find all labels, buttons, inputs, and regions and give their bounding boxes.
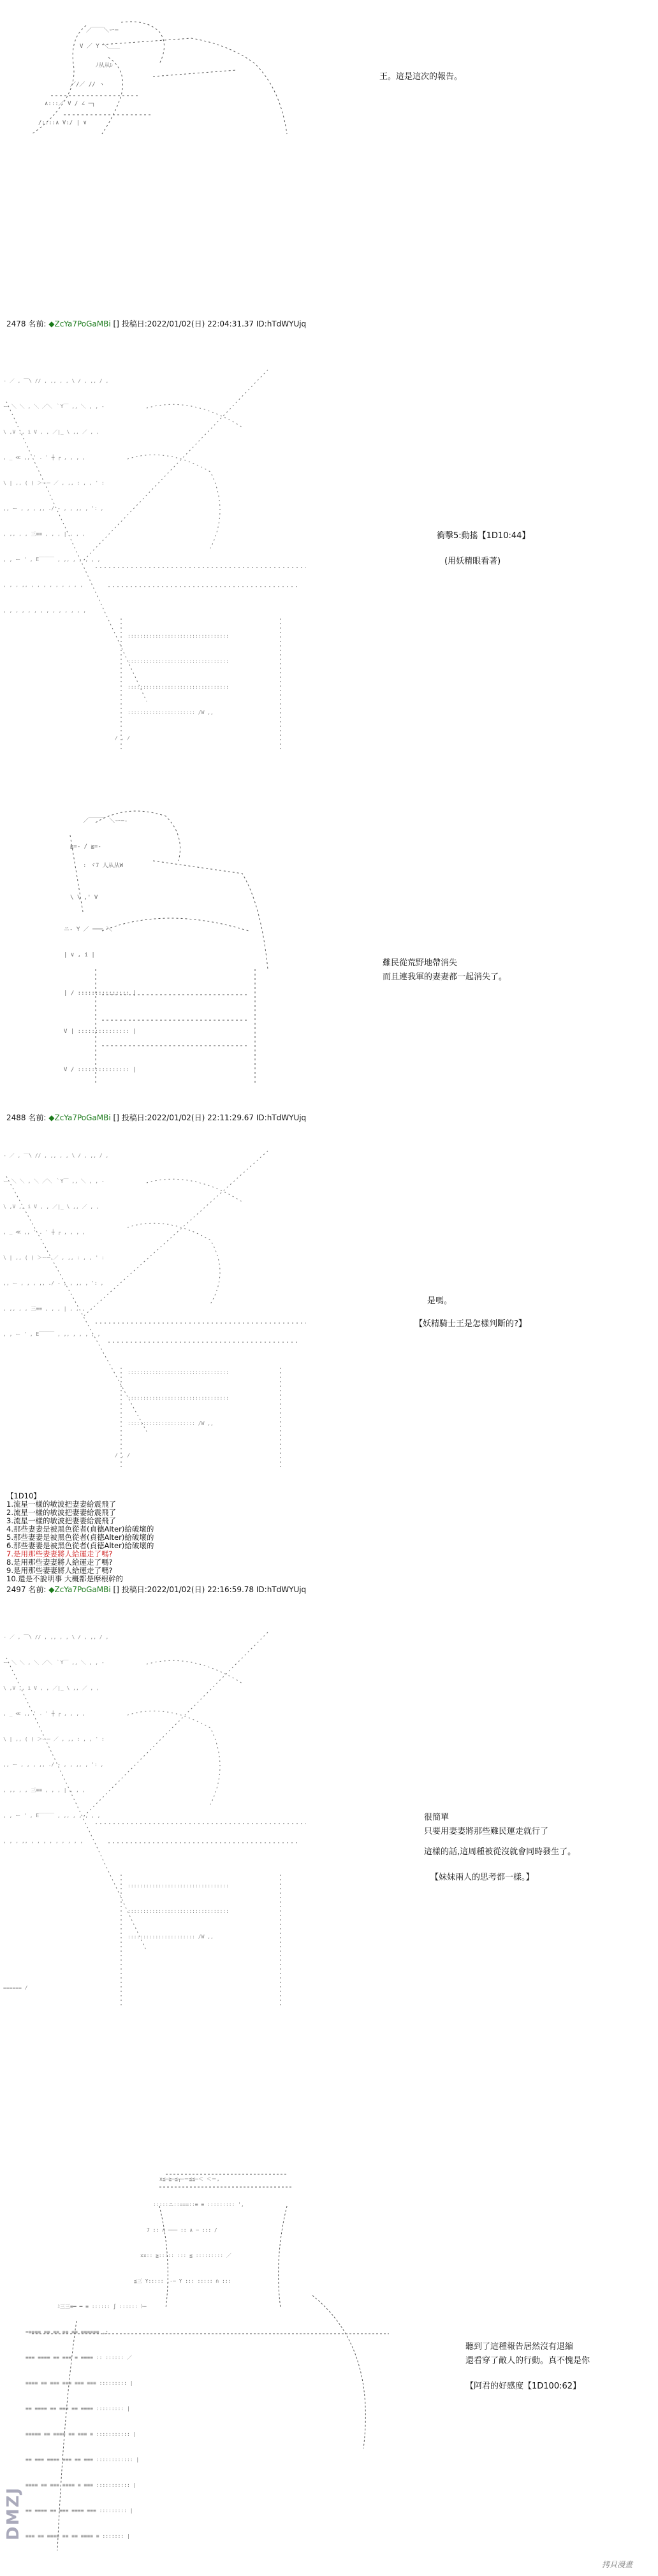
dialog-box	[383, 956, 507, 984]
svg-text:,, ー , , , ,, ./ - , ,: ,, ー , , , ,, ./ - , , ,, , ': ,	[3, 506, 104, 511]
svg-text:≡≡≡≡≡ ≡≡ ≡≡≡≡ ≡≡ ≡≡≡ ≡ :::::::: ≡≡≡≡≡ ≡≡ ≡≡≡≡ ≡≡ ≡≡≡ ≡ ::::::::::: |	[26, 2431, 136, 2437]
roll-option: 5.那些妻妻是被黑色從者(貞德Alter)給破壞的	[6, 1533, 154, 1542]
svg-text:ﾐ三三≡━ ━ ≡ :::::: ∫ :::::: ﾄ─: ﾐ三三≡━ ━ ≡ :::::: ∫ :::::: ﾄ─	[57, 2304, 147, 2309]
svg-text:::::::::::::::::::::::::::::::: :::::::::::::::::::::::::::::::::	[128, 1908, 229, 1914]
svg-text:/::::∧ V:/ | ∨: /::::∧ V:/ | ∨	[38, 120, 87, 126]
post-header	[6, 1584, 306, 1595]
ascii-art-figure-3	[19, 2168, 402, 2563]
post-meta: [] 投稿日:2022/01/02(日) 22:11:29.67 ID:hTdWYUjq	[113, 1113, 307, 1122]
svg-text:, , ー ' , E￣￣￣ , ,, , , ,: , , ー ' , E￣￣￣ , ,, , , , , ,	[3, 557, 101, 562]
ascii-art-knight-1	[0, 344, 344, 759]
ascii-art-drawing	[0, 1607, 344, 2015]
svg-text:ﾉ从从ﾚ: ﾉ从从ﾚ	[96, 62, 113, 69]
post-number: 2488	[6, 1113, 26, 1122]
svg-text::::::::::::::::::::::: /W ,,: :::::::::::::::::::::: /W ,,	[128, 710, 214, 715]
svg-text:／￣￣＼ー─: ／￣￣＼ー─	[86, 27, 119, 34]
svg-text:, _ ≪ ,, ' . ' ┼ ┌ ,: , _ ≪ ,, ' . ' ┼ ┌ , , , ,	[3, 1229, 85, 1235]
ascii-art-knight-3	[0, 1607, 344, 2015]
svg-text:=≡≡≡≡ ≡≡ ≡≡ ≡≡ ≡≡ ≡≡≡≡≡≡ ,:: =≡≡≡≡ ≡≡ ≡≡ ≡≡ ≡≡ ≡≡≡≡≡≡ ,:	[26, 2329, 109, 2335]
svg-text:::::::::::::::::::::::::::::::: :::::::::::::::::::::::::::::::::	[128, 659, 229, 664]
dice-roll-list	[6, 1492, 154, 1583]
side-watermark: DMZJ	[4, 2487, 23, 2540]
dialog-line: 聽到了這種報告居然沒有退縮	[465, 2342, 574, 2352]
svg-text:\ ,V ,, i V , , ／|_ \ ,: \ ,V ,, i V , , ／|_ \ ,, ／ , ,	[3, 1685, 99, 1691]
dialog-line: 只要用妻妻將那些難民運走就行了	[424, 1827, 549, 1836]
svg-text:≦三 Y::::: ,-─ Y ::: ::::: ∩ :: ≦三 Y::::: ,-─ Y ::: ::::: ∩ :::	[134, 2278, 231, 2284]
dialog-line: 很簡單	[424, 1813, 450, 1822]
svg-text::::::ニ::===::≡ ≡ ::::::::: ',: :::::ニ::===::≡ ≡ ::::::::: ',	[153, 2202, 244, 2207]
roll-option: 8.是用那些妻妻將人給運走了嗎?	[6, 1558, 113, 1567]
ascii-art-drawing	[57, 803, 300, 1084]
ascii-art-drawing	[0, 1132, 344, 1476]
dialog-line: 而且連我軍的妻妻都一起消失了。	[383, 972, 508, 982]
svg-text:::::::::::::::::::::::::::::::: :::::::::::::::::::::::::::::::::	[128, 1395, 229, 1401]
post-label: 名前:	[28, 1113, 47, 1122]
panel-1	[0, 0, 658, 137]
svg-text:, _ ≪ ,, ' . ' ┼ ┌ ,: , _ ≪ ,, ' . ' ┼ ┌ , , , ,	[3, 1711, 85, 1716]
dialog-box	[414, 1294, 527, 1331]
dialog-line: 衝擊5:動搖【1D10:44】	[437, 531, 530, 541]
post-meta: [] 投稿日:2022/01/02(日) 22:16:59.78 ID:hTdWYUjq	[113, 1585, 307, 1594]
svg-text::::::::::::::::::::::: /W ,,: :::::::::::::::::::::: /W ,,	[128, 1934, 214, 1940]
post-label: 名前:	[28, 319, 47, 328]
dialog-line: 還看穿了敵人的行動。真不愧是你	[465, 2356, 590, 2366]
svg-text:ー ＼ ＼ , ＼ ／＼ ｀Y￣ ,, ＼ , ,: ー ＼ ＼ , ＼ ／＼ ｀Y￣ ,, ＼ , , -	[3, 404, 105, 409]
svg-text:ニ- Y ／ ─── ＼: ニ- Y ／ ─── ＼	[64, 926, 112, 933]
post-number: 2478	[6, 319, 26, 328]
ascii-art-figure-2	[57, 803, 300, 1084]
svg-text:| ∨ , i |: | ∨ , i |	[64, 952, 95, 958]
svg-text:ー ＼ ＼ , ＼ ／＼ ｀Y￣ ,, ＼ , ,: ー ＼ ＼ , ＼ ／＼ ｀Y￣ ,, ＼ , , -	[3, 1660, 105, 1665]
site-watermark: 拷貝漫畫	[601, 2560, 632, 2569]
svg-text::::::::::::::::::::::: /W ,,: :::::::::::::::::::::: /W ,,	[128, 1421, 214, 1426]
post-number: 2497	[6, 1585, 26, 1594]
svg-text:∧:::／ V / ∠ ─┐: ∧:::／ V / ∠ ─┐	[45, 101, 96, 107]
ascii-art-knight-2	[0, 1132, 344, 1476]
svg-text:, ,, , , 三≡≡ , , , |: , ,, , , 三≡≡ , , , | , , ,	[3, 1306, 85, 1312]
roll-option-selected: 7.是用那些妻妻將人給運走了嗎?	[6, 1549, 113, 1558]
svg-text:/ , /: / , /	[115, 735, 131, 741]
svg-text:, , , ,, , , , , , ,: , , , ,, , , , , , , , , ,	[3, 582, 84, 588]
svg-text:, , , , , , , , , , ,: , , , , , , , , , , , , , ,	[3, 608, 87, 613]
svg-text:V | ::::::::::::::: |: V | ::::::::::::::: |	[64, 1028, 136, 1035]
svg-text:xx:: ≧::::: ::: ≦ :::::::::: xx:: ≧::::: ::: ≦ ::::::::: ／	[140, 2253, 231, 2258]
panel-4	[0, 1129, 658, 1479]
svg-text:≡≡≡≡ ≡≡ ≡≡≡ ≡≡≡≡ ≡ ≡≡≡ :::::::: ≡≡≡≡ ≡≡ ≡≡≡ ≡≡≡≡ ≡ ≡≡≡ ::::::::::: |	[26, 2482, 136, 2488]
roll-option: 6.那些妻妻是被黑色從者(貞德Alter)給破壞的	[6, 1541, 154, 1550]
svg-text:／/／ // ヽ: ／/／ // ヽ	[70, 82, 105, 88]
post-header	[6, 319, 306, 329]
svg-text:| / ::::::::::::::: |: | / ::::::::::::::: |	[64, 990, 136, 997]
svg-text:, _ ≪ ,, ' . ' ┼ ┌ ,: , _ ≪ ,, ' . ' ┼ ┌ , , , ,	[3, 455, 85, 460]
ascii-art-drawing	[0, 344, 344, 759]
svg-text:≡≡≡ ≡≡ ≡≡≡≡ ≡≡ ≡≡ ≡≡≡≡ ≡ :::::: ≡≡≡ ≡≡ ≡≡≡≡ ≡≡ ≡≡ ≡≡≡≡ ≡ ::::::: |	[26, 2533, 130, 2539]
svg-text:- ／ , ￣\ // , ,, , , \ / ,: - ／ , ￣\ // , ,, , , \ / , ,, / ,	[3, 378, 109, 384]
panel-3	[0, 803, 658, 1097]
dialog-line: (用妖精眼看著)	[444, 557, 501, 566]
svg-text:ー ＼ ＼ , ＼ ／＼ ｀Y￣ ,, ＼ , ,: ー ＼ ＼ , ＼ ／＼ ｀Y￣ ,, ＼ , , -	[3, 1178, 105, 1184]
poster-name: ◆ZcYa7PoGaMBi	[48, 1585, 111, 1594]
panel-5	[0, 1600, 658, 2015]
dialog-box	[465, 2340, 590, 2394]
roll-option: 3.流星一樣的敏波把妻妻給震飛了	[6, 1516, 116, 1525]
ascii-art-drawing	[19, 2168, 402, 2563]
svg-text:::::::::::::::::::::::::::::::: :::::::::::::::::::::::::::::::::	[128, 1370, 229, 1375]
panel-6	[0, 2040, 658, 2576]
svg-text:7 :: ∧ ─── :: ∧ ─ ::: /: 7 :: ∧ ─── :: ∧ ─ ::: /	[147, 2227, 217, 2233]
dialog-box	[437, 529, 530, 569]
post-meta: [] 投稿日:2022/01/02(日) 22:04:31.37 ID:hTdWYUjq	[113, 319, 307, 328]
svg-text:\ | ,, ( ( ＞ー─ ／ , ,, : ,: \ | ,, ( ( ＞ー─ ／ , ,, : , , ' :	[3, 1736, 105, 1742]
svg-text:, , ー ' , E￣￣￣ , ,, , , ,: , , ー ' , E￣￣￣ , ,, , , , , ,	[3, 1813, 101, 1819]
post-header	[6, 1113, 306, 1123]
svg-text:- ／ , ￣\ // , ,, , , \ / ,: - ／ , ￣\ // , ,, , , \ / , ,, / ,	[3, 1634, 109, 1640]
roll-option: 10.還是不說明事 大概都是摩根幹的	[6, 1574, 123, 1583]
svg-text:,, ー , , , ,, ./ - , ,: ,, ー , , , ,, ./ - , , ,, , ': ,	[3, 1762, 104, 1767]
svg-text:≧=- / ≧=-: ≧=- / ≧=-	[70, 844, 101, 850]
svg-text:\ | ,, ( ( ＞ー─ ／ , ,, : ,: \ | ,, ( ( ＞ー─ ／ , ,, : , , ' :	[3, 480, 105, 486]
svg-text:≡≡≡ ≡≡≡≡ ≡≡ ≡≡≡ ≡ ≡≡≡≡ :: ::::: ≡≡≡ ≡≡≡≡ ≡≡ ≡≡≡ ≡ ≡≡≡≡ :: :::::: ／	[26, 2355, 132, 2360]
dialog-line: 難民從荒野地帶消失	[383, 958, 458, 968]
svg-text:====== /: ====== /	[3, 1985, 28, 1991]
roll-option: 4.那些妻妻是被黑色從者(貞德Alter)給破壞的	[6, 1525, 154, 1533]
svg-text:≡≡ ≡≡≡≡ ≡≡ ≡≡≡ ≡≡≡≡ ≡≡≡ ::::::: ≡≡ ≡≡≡≡ ≡≡ ≡≡≡ ≡≡≡≡ ≡≡≡ ::::::::: |	[26, 2508, 133, 2514]
dialog-line: 這樣的話,這周種被從沒就會同時發生了。	[424, 1847, 576, 1857]
ascii-art-figure-1	[26, 19, 319, 137]
dialog-line: 【阿君的好感度【1D100:62】	[465, 2382, 581, 2391]
dialog-line: 是嗎。	[427, 1296, 453, 1306]
svg-text:≡≡ ≡≡≡≡ ≡≡ ≡≡≡ ≡≡ ≡≡≡≡ :::::::: ≡≡ ≡≡≡≡ ≡≡ ≡≡≡ ≡≡ ≡≡≡≡ ::::::::: |	[26, 2406, 130, 2411]
svg-text:::::::::::::::::::::::::::::::: :::::::::::::::::::::::::::::::::	[128, 1883, 229, 1889]
svg-text:V ／ Y ＼＿＿: V ／ Y ＼＿＿	[80, 43, 121, 50]
panel-2	[0, 332, 658, 772]
svg-text:- ／ , ￣\ // , ,, , , \ / ,: - ／ , ￣\ // , ,, , , \ / , ,, / ,	[3, 1153, 109, 1159]
roll-option: 1.流星一樣的敏波把妻妻給震飛了	[6, 1500, 116, 1509]
svg-text:, ,, , , 三≡≡ , , , |: , ,, , , 三≡≡ , , , | , , ,	[3, 531, 85, 537]
dialog-line: 王。這是這次的報告。	[379, 72, 463, 82]
poster-name: ◆ZcYa7PoGaMBi	[48, 319, 111, 328]
roll-option: 9.是用那些妻妻將人給運走了嗎?	[6, 1566, 113, 1575]
svg-text:/ , /: / , /	[115, 1453, 131, 1458]
svg-text:, , , ,, , , , , , ,: , , , ,, , , , , , , , , ,	[3, 1838, 84, 1844]
dialog-box	[379, 70, 462, 84]
svg-text:≡≡≡≡ ≡≡ ≡≡≡ ≡≡≡ ≡≡≡ ≡≡≡ ::::::: ≡≡≡≡ ≡≡ ≡≡≡ ≡≡≡ ≡≡≡ ≡≡≡ ::::::::: |	[26, 2380, 133, 2386]
svg-text:::::::::::::::::::::::::::::::: :::::::::::::::::::::::::::::::::	[128, 633, 229, 639]
svg-text:\ | ,, ( ( ＞ー─ ／ , ,, : ,: \ | ,, ( ( ＞ー─ ／ , ,, : , , ' :	[3, 1255, 105, 1261]
svg-text:: ヾ7 人从从W: : ヾ7 人从从W	[83, 863, 124, 869]
dialog-line: 【妖精騎士王是怎樣判斷的?】	[414, 1319, 527, 1329]
dialog-box	[424, 1811, 576, 1885]
roll-option: 2.流星一樣的敏波把妻妻給震飛了	[6, 1508, 116, 1517]
svg-text:V / ::::::::::::::: |: V / ::::::::::::::: |	[64, 1067, 136, 1073]
svg-text:, , ー ' , E￣￣￣ , ,, , , ,: , , ー ' , E￣￣￣ , ,, , , , , ,	[3, 1331, 101, 1337]
svg-text:\ ,V ,, i V , , ／|_ \ ,: \ ,V ,, i V , , ／|_ \ ,, ／ , ,	[3, 429, 99, 435]
svg-text:::::::::::::::::::::::::::::::: :::::::::::::::::::::::::::::::::	[128, 684, 229, 690]
dialog-line: 【妹妹兩人的思考都一樣。】	[430, 1873, 534, 1882]
svg-text:,, ー , , , ,, ./ - , ,: ,, ー , , , ,, ./ - , , ,, , ': ,	[3, 1280, 104, 1286]
svg-text:\ \ ,' V: \ \ ,' V	[70, 895, 98, 901]
svg-text:, ,, , , 三≡≡ , , , |: , ,, , , 三≡≡ , , , | , , ,	[3, 1787, 85, 1793]
poster-name: ◆ZcYa7PoGaMBi	[48, 1113, 111, 1122]
post-label: 名前:	[28, 1585, 47, 1594]
svg-text:\ ,V ,, i V , , ／|_ \ ,: \ ,V ,, i V , , ／|_ \ ,, ／ , ,	[3, 1204, 99, 1210]
svg-text:x≦─≧─≦┬─＝≦≦─＜ ＜＝,: x≦─≧─≦┬─＝≦≦─＜ ＜＝,	[159, 2176, 220, 2182]
roll-title: 【1D10】	[6, 1491, 41, 1500]
svg-text:／￣￣￣ ＼ー─-: ／￣￣￣ ＼ー─-	[83, 818, 128, 824]
svg-text:≡≡ ≡≡≡ ≡≡≡≡ ≡≡≡ ≡≡ ≡≡≡ :::::::: ≡≡ ≡≡≡ ≡≡≡≡ ≡≡≡ ≡≡ ≡≡≡ :::::::::::: |	[26, 2457, 140, 2463]
ascii-art-drawing	[26, 19, 319, 137]
